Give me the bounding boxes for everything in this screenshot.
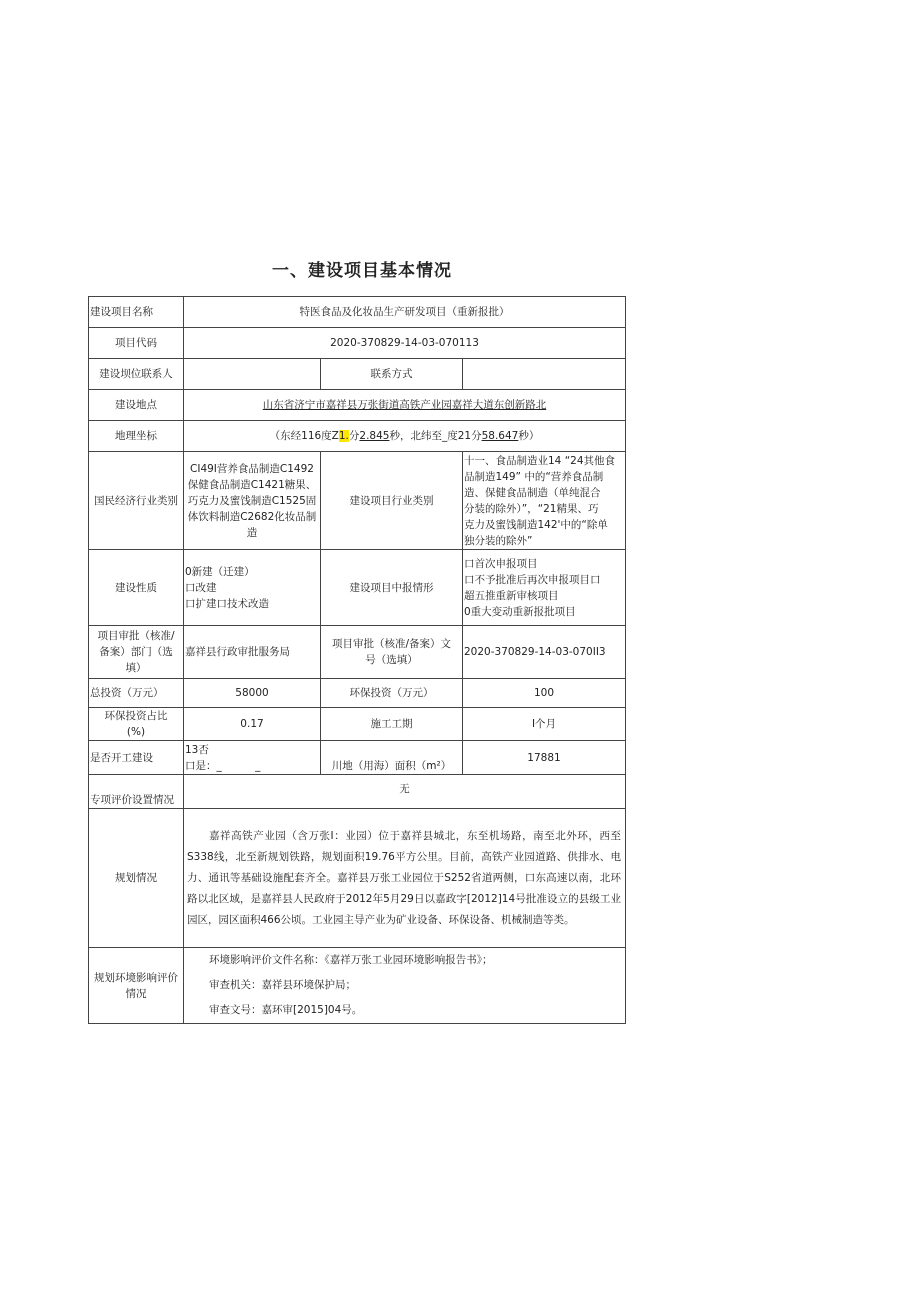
project-code-label: 项目代码	[89, 328, 184, 359]
text-line: 体饮料制造C2682化妆品制	[187, 510, 317, 523]
industry-category-value	[184, 452, 321, 550]
coords-num2: 58.647	[481, 430, 519, 442]
table-row	[89, 741, 626, 775]
project-industry-label: 建设项目行业类别	[321, 452, 463, 550]
text-line: 超五推重新审核项目	[464, 589, 559, 602]
text-line: 13否	[185, 743, 209, 756]
text-line: 填）	[125, 662, 147, 674]
table-row	[89, 421, 626, 452]
text-line: 造	[246, 526, 258, 539]
text-line: 审查文号：嘉环审[2015]04号。	[209, 1004, 363, 1016]
approval-number-label	[321, 626, 463, 679]
text-line: 巧克力及蜜饯制造C1525固	[187, 494, 317, 507]
text-line: 口改建	[185, 581, 217, 594]
table-row	[89, 452, 626, 550]
env-ratio-value: 0.17	[184, 708, 321, 741]
coords-label: 地理坐标	[89, 421, 184, 452]
table-row	[89, 297, 626, 328]
total-investment-label: 总投资（万元）	[89, 679, 184, 708]
construction-period-label: 施工工期	[321, 708, 463, 741]
table-row	[89, 679, 626, 708]
construction-period-value: I个月	[463, 708, 626, 741]
text-line: 环境影响评价文件名称：《嘉祥万张工业园环境影响报告书》；	[209, 954, 493, 966]
coords-prefix: （东经116度Z	[269, 430, 339, 442]
contact-method-value	[463, 359, 626, 390]
table-row	[89, 626, 626, 679]
text-line: 情况	[125, 987, 147, 1000]
text-line: 分装的除外）”，“21精果、巧	[464, 502, 599, 515]
text-line: 口不予批准后再次申报项目口	[464, 573, 601, 586]
text-line: 审查机关：嘉祥县环境保护局；	[209, 979, 356, 991]
table-row	[89, 775, 626, 809]
page-title: 一、建设项目基本情况	[272, 261, 452, 281]
total-investment-value: 58000	[184, 679, 321, 708]
declaration-value	[463, 550, 626, 626]
text-line: 号（选填）	[365, 654, 418, 666]
approval-dept-value: 嘉祥县行政审批服务局	[184, 626, 321, 679]
planning-label: 规划情况	[89, 809, 184, 948]
text-line: 项目审批（核准/备案）文	[331, 638, 452, 650]
table-row	[89, 708, 626, 741]
text-line: 备案）部门（选	[99, 646, 173, 658]
text-line: (%)	[126, 726, 146, 738]
declaration-label: 建设项目中报情形	[321, 550, 463, 626]
location-label: 建设地点	[89, 390, 184, 421]
construction-nature-value	[184, 550, 321, 626]
coords-mid1: 分	[348, 430, 360, 442]
table-row	[89, 550, 626, 626]
text-line: 0重大变动重新报批项目	[464, 605, 576, 618]
env-investment-value: 100	[463, 679, 626, 708]
table-row	[89, 328, 626, 359]
table-row	[89, 948, 626, 1024]
plan-eia-value	[184, 948, 626, 1024]
text-line: 口扩建口技术改造	[185, 597, 269, 610]
land-area-label: 川地（用海）面积（m²）	[321, 741, 463, 775]
contact-method-label: 联系方式	[321, 359, 463, 390]
text-line: 规划环境影响评价	[94, 971, 178, 984]
coords-highlight: 1.	[338, 430, 349, 442]
table-row	[89, 390, 626, 421]
project-code-value: 2020-370829-14-03-070113	[184, 328, 626, 359]
special-eval-label: 专项评价设置情况	[89, 775, 184, 809]
plan-eia-label	[89, 948, 184, 1024]
text-line: 十一、食品制造业14 “24其他食	[464, 454, 615, 467]
text-line: 独分装的除外”	[464, 534, 533, 547]
env-ratio-label	[89, 708, 184, 741]
text-line: 环保投资占比	[104, 710, 168, 722]
table-row	[89, 359, 626, 390]
text-line: 口是：_ _	[185, 759, 261, 772]
text-line: 0新建（迁建）	[185, 565, 255, 578]
approval-dept-label	[89, 626, 184, 679]
project-name-label: 建设项目名称	[89, 297, 184, 328]
started-label: 是否开工建设	[89, 741, 184, 775]
contact-person-label: 建设坝位联系人	[89, 359, 184, 390]
env-investment-label: 环保投资（万元）	[321, 679, 463, 708]
project-industry-value	[463, 452, 626, 550]
text-line: CI49I营养食品制造C1492	[190, 462, 314, 475]
text-line: 品制造149” 中的“营养食品制	[464, 470, 604, 483]
planning-value: 嘉祥高铁产业园（含万张I：业园）位于嘉祥县城北，东至机场路，南至北外环，西至S338线，北至新规划铁路，规划面积19.76平方公里。目前，高铁产业园道路、供排水、电力、通讯等基础设施配套齐全。嘉祥县万张工业园位于S252省道两侧，口东高速以南，北环路以北区域，是嘉祥县人民政府于2012年5月29日以嘉政字[2012]14号批准设立的县级工业园区，园区面积466公顷。工业园主导产业为矿业设备、环保设备、机械制造等类。	[184, 809, 626, 948]
started-value	[184, 741, 321, 775]
coords-suffix: 秒）	[518, 430, 540, 442]
industry-category-label: 国民经济行业类别	[89, 452, 184, 550]
land-area-value: 17881	[463, 741, 626, 775]
location-value: 山东省济宁市嘉祥县万张街道高铁产业园嘉祥大道东创新路北	[184, 390, 626, 421]
project-info-table	[88, 296, 626, 1024]
special-eval-value: 无	[184, 775, 626, 809]
construction-nature-label: 建设性质	[89, 550, 184, 626]
table-row	[89, 809, 626, 948]
coords-mid2: 秒，北纬至_度21分	[389, 430, 482, 442]
text-line: 造、保健食品制造（单纯混合	[464, 486, 601, 499]
coords-value	[184, 421, 626, 452]
text-line: 项目审批（核准/	[97, 630, 175, 642]
text-line: 保健食品制造C1421糖果、	[187, 478, 317, 491]
text-line: 克力及蜜饯制造142'中的“除单	[464, 518, 608, 531]
project-name-value: 特医食品及化妆品生产研发项目（重新报批）	[184, 297, 626, 328]
contact-person-value	[184, 359, 321, 390]
coords-num1: 2.845	[359, 430, 390, 442]
text-line: 口首次申报项目	[464, 557, 538, 570]
approval-number-value: 2020-370829-14-03-070II3	[463, 626, 626, 679]
